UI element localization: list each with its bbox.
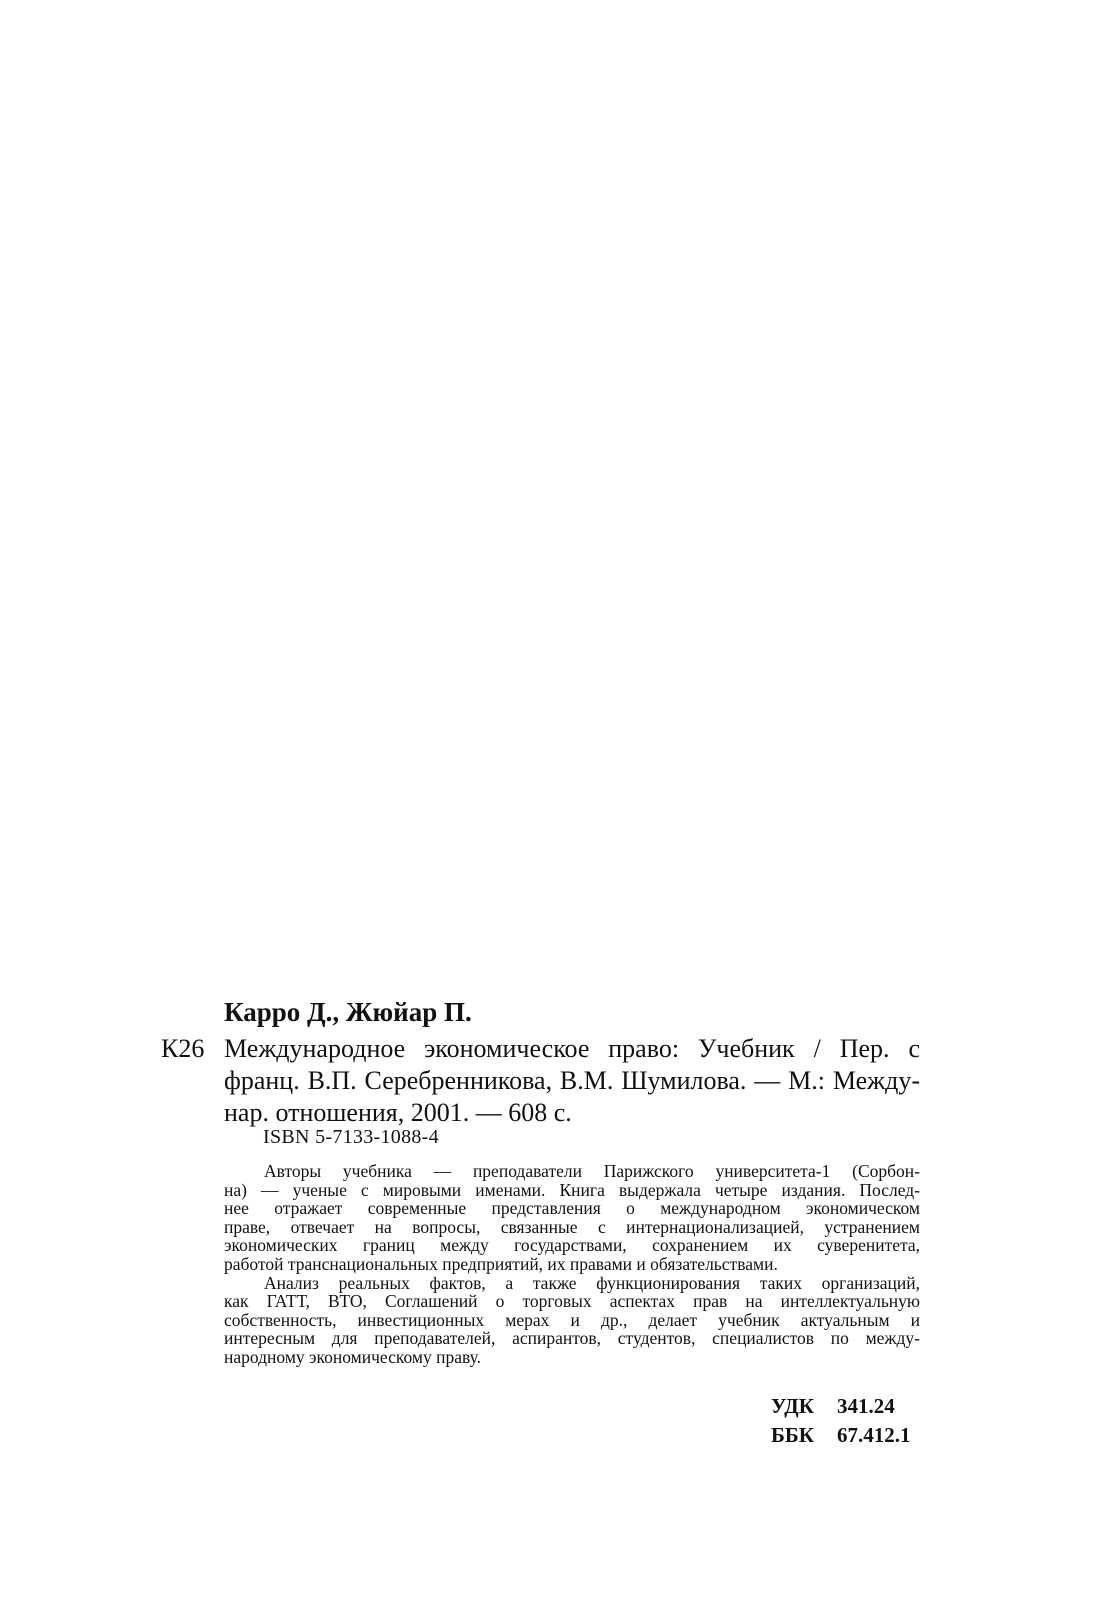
authors-heading: Карро Д., Жюйар П. xyxy=(224,997,472,1027)
annotation-line: собственность, инвестиционных мерах и др., делает учебник актуальным и xyxy=(224,1309,920,1330)
annotation-line: Анализ реальных фактов, а также функционирования таких организаций, xyxy=(264,1272,920,1293)
annotation-line: праве, отвечает на вопросы, связанные с интернационализацией, устранением xyxy=(224,1216,920,1237)
annotation-line: нее отражает современные представления о международном экономическом xyxy=(224,1198,920,1219)
annotation-line: на) — ученые с мировыми именами. Книга выдержала четыре издания. Послед- xyxy=(224,1179,920,1200)
annotation-line: работой транснациональных предприятий, их правами и обязательствами. xyxy=(224,1253,778,1274)
annotation-line: интересным для преподавателей, аспирантов, студентов, специалистов по между- xyxy=(224,1328,920,1349)
bibliographic-line: Международное экономическое право: Учебник / Пер. с xyxy=(224,1034,920,1063)
bibliographic-line: нар. отношения, 2001. — 608 с. xyxy=(224,1098,572,1127)
udk-label: УДК xyxy=(771,1394,814,1418)
annotation-line: экономических границ между государствами, сохранением их суверенитета, xyxy=(224,1235,920,1256)
bbk-value: 67.412.1 xyxy=(837,1423,911,1447)
annotation-line: народному экономическому праву. xyxy=(224,1346,482,1367)
bibliographic-description xyxy=(224,1033,920,1129)
isbn: ISBN 5-7133-1088-4 xyxy=(263,1126,439,1148)
annotation-line: Авторы учебника — преподаватели Парижского университета-1 (Сорбон- xyxy=(264,1161,920,1181)
udk-value: 341.24 xyxy=(837,1394,895,1418)
annotation-line: как ГАТТ, ВТО, Соглашений о торговых аспектах прав на интеллектуальную xyxy=(224,1291,920,1312)
bbk-row xyxy=(771,1421,911,1450)
udk-row xyxy=(771,1392,911,1421)
annotation xyxy=(224,1162,920,1367)
author-sign: К26 xyxy=(161,1034,205,1063)
bbk-label: ББК xyxy=(771,1423,814,1447)
classification-codes xyxy=(771,1392,911,1450)
bibliographic-line: франц. В.П. Серебренникова, В.М. Шумилова. — М.: Между- xyxy=(224,1066,920,1095)
